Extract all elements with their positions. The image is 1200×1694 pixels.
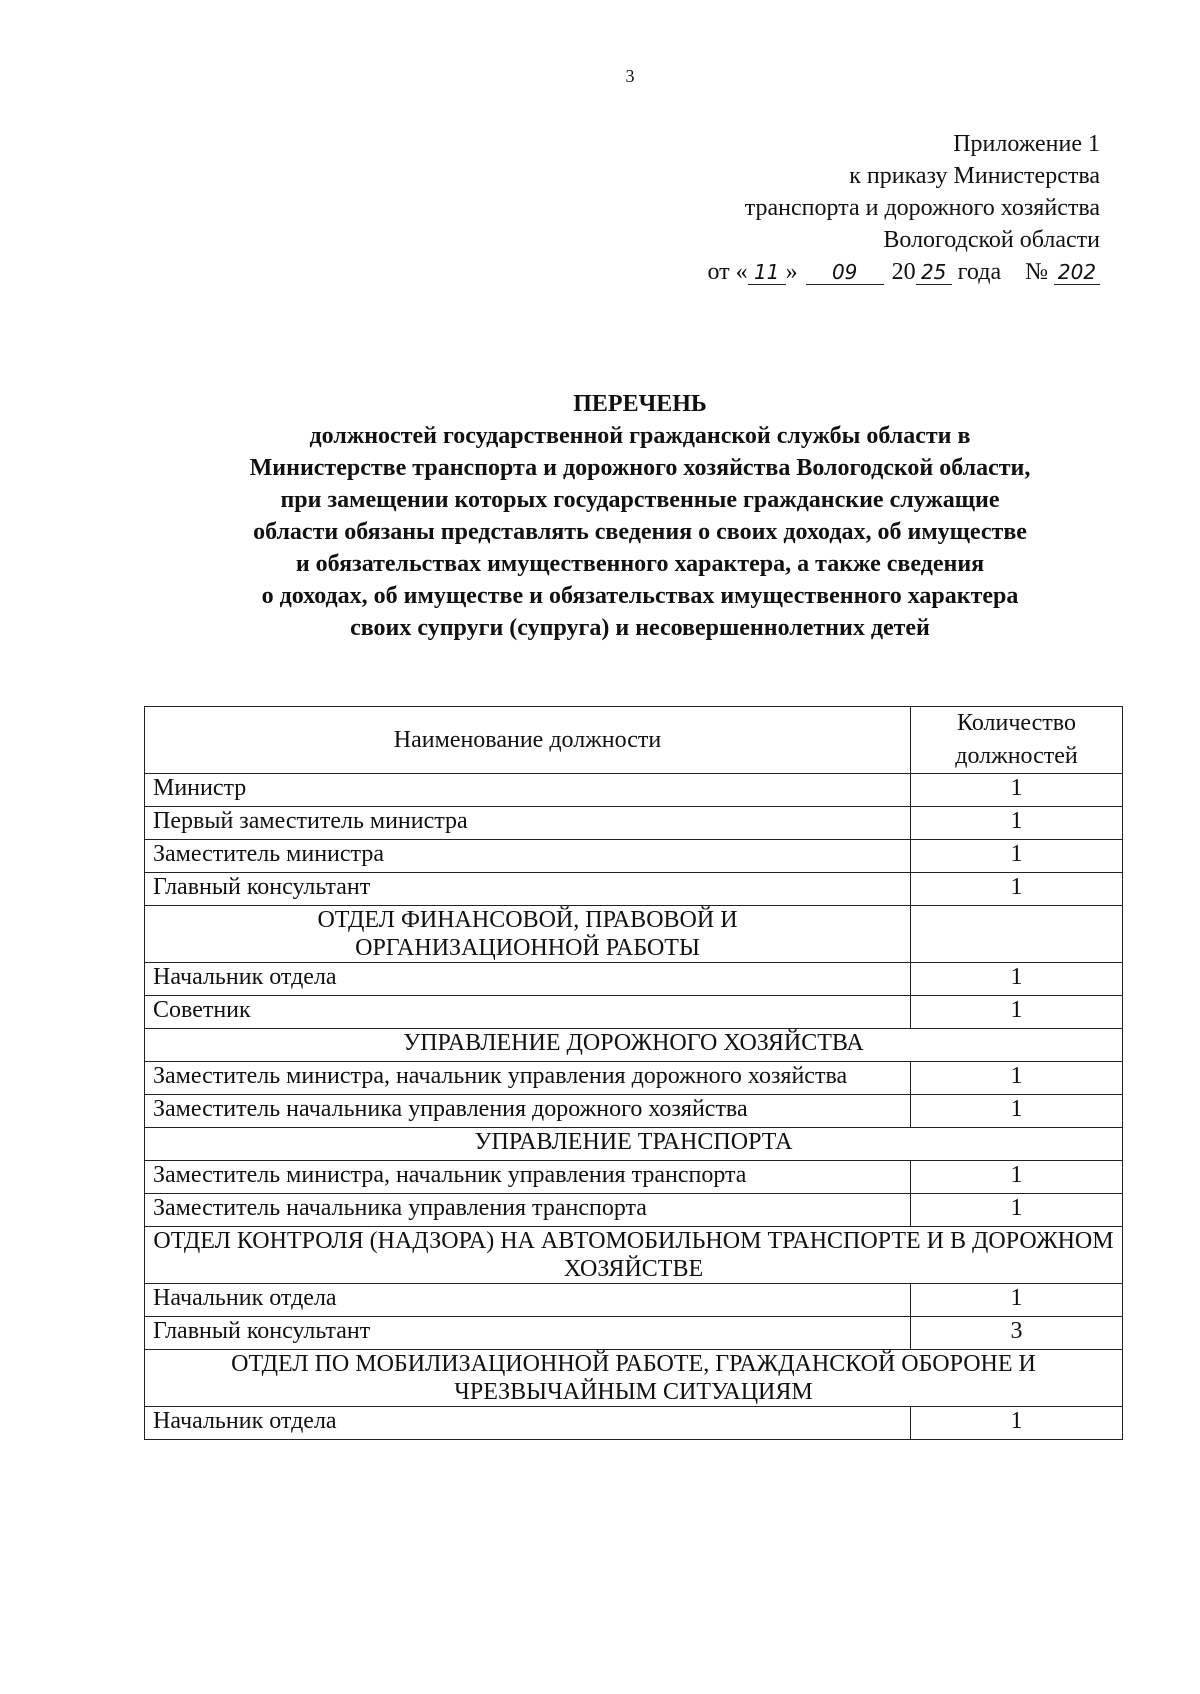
annex-title: Приложение 1 bbox=[953, 131, 1100, 157]
section-title: ОТДЕЛ ПО МОБИЛИЗАЦИОННОЙ РАБОТЕ, ГРАЖДАНСКОЙ ОБОРОНЕ И ЧРЕЗВЫЧАЙНЫМ СИТУАЦИЯМ bbox=[145, 1350, 1123, 1407]
section-count-empty bbox=[911, 906, 1123, 963]
handwritten-day: 11 bbox=[748, 260, 786, 285]
table-row bbox=[145, 996, 1123, 1029]
table-row bbox=[145, 840, 1123, 873]
position-count: 1 bbox=[911, 807, 1123, 840]
section-row bbox=[145, 1029, 1123, 1062]
position-name: Первый заместитель министра bbox=[145, 807, 911, 840]
annex-line-2: к приказу Министерства bbox=[849, 163, 1100, 189]
position-count: 1 bbox=[911, 996, 1123, 1029]
position-count: 1 bbox=[911, 1161, 1123, 1194]
title-heading: ПЕРЕЧЕНЬ bbox=[573, 391, 707, 417]
position-count: 1 bbox=[911, 774, 1123, 807]
table-row bbox=[145, 873, 1123, 906]
year-prefix: 20 bbox=[891, 259, 916, 285]
position-count: 1 bbox=[911, 873, 1123, 906]
document-title bbox=[110, 388, 1170, 644]
table-row bbox=[145, 1407, 1123, 1440]
page-number: 3 bbox=[625, 66, 635, 86]
position-name: Начальник отдела bbox=[145, 1284, 911, 1317]
title-line: и обязательствах имущественного характера, а также сведения bbox=[295, 551, 985, 577]
date-separator: » bbox=[785, 259, 798, 285]
handwritten-year: 25 bbox=[916, 260, 952, 285]
table-header-row bbox=[145, 707, 1123, 774]
handwritten-month: 09 bbox=[806, 260, 884, 285]
date-prefix: от « bbox=[707, 259, 748, 285]
position-count: 1 bbox=[911, 1284, 1123, 1317]
position-name: Заместитель министра bbox=[145, 840, 911, 873]
table-row bbox=[145, 1161, 1123, 1194]
position-name: Заместитель министра, начальник управления дорожного хозяйства bbox=[145, 1062, 911, 1095]
position-count: 1 bbox=[911, 1062, 1123, 1095]
section-row bbox=[145, 1227, 1123, 1284]
annex-line-4: Вологодской области bbox=[883, 227, 1100, 253]
position-count: 1 bbox=[911, 963, 1123, 996]
section-title: ОТДЕЛ КОНТРОЛЯ (НАДЗОРА) НА АВТОМОБИЛЬНОМ ТРАНСПОРТЕ И В ДОРОЖНОМ ХОЗЯЙСТВЕ bbox=[145, 1227, 1123, 1284]
position-name: Главный консультант bbox=[145, 873, 911, 906]
title-line: о доходах, об имуществе и обязательствах имущественного характера bbox=[261, 583, 1019, 609]
year-word: года bbox=[957, 259, 1002, 285]
position-name: Советник bbox=[145, 996, 911, 1029]
header-position-name: Наименование должности bbox=[145, 707, 911, 774]
position-name: Начальник отдела bbox=[145, 963, 911, 996]
position-count: 3 bbox=[911, 1317, 1123, 1350]
table-row bbox=[145, 963, 1123, 996]
handwritten-order-number: 202 bbox=[1054, 260, 1100, 285]
title-line: должностей государственной гражданской службы области в bbox=[309, 423, 971, 449]
table-row bbox=[145, 1095, 1123, 1128]
section-title: УПРАВЛЕНИЕ ТРАНСПОРТА bbox=[145, 1128, 1123, 1161]
annex-block bbox=[708, 128, 1101, 288]
table-row bbox=[145, 1194, 1123, 1227]
position-count: 1 bbox=[911, 1194, 1123, 1227]
table-row bbox=[145, 807, 1123, 840]
position-count: 1 bbox=[911, 840, 1123, 873]
order-date-line bbox=[708, 256, 1101, 288]
number-sign: № bbox=[1025, 259, 1048, 285]
title-line: Министерстве транспорта и дорожного хозяйства Вологодской области, bbox=[249, 455, 1031, 481]
section-row bbox=[145, 1128, 1123, 1161]
title-line: области обязаны представлять сведения о своих доходах, об имуществе bbox=[253, 519, 1027, 545]
section-row bbox=[145, 906, 1123, 963]
position-name: Министр bbox=[145, 774, 911, 807]
table-row bbox=[145, 774, 1123, 807]
header-position-count: Количество должностей bbox=[911, 707, 1123, 774]
position-count: 1 bbox=[911, 1407, 1123, 1440]
position-name: Главный консультант bbox=[145, 1317, 911, 1350]
positions-table bbox=[144, 706, 1123, 1440]
position-name: Начальник отдела bbox=[145, 1407, 911, 1440]
position-name: Заместитель начальника управления транспорта bbox=[145, 1194, 911, 1227]
table-row bbox=[145, 1317, 1123, 1350]
position-count: 1 bbox=[911, 1095, 1123, 1128]
position-name: Заместитель министра, начальник управления транспорта bbox=[145, 1161, 911, 1194]
section-title: УПРАВЛЕНИЕ ДОРОЖНОГО ХОЗЯЙСТВА bbox=[145, 1029, 1123, 1062]
section-row bbox=[145, 1350, 1123, 1407]
title-line: своих супруги (супруга) и несовершеннолетних детей bbox=[350, 615, 930, 641]
section-title: ОТДЕЛ ФИНАНСОВОЙ, ПРАВОВОЙ И ОРГАНИЗАЦИОННОЙ РАБОТЫ bbox=[145, 906, 911, 963]
annex-line-3: транспорта и дорожного хозяйства bbox=[744, 195, 1100, 221]
table-row bbox=[145, 1062, 1123, 1095]
position-name: Заместитель начальника управления дорожного хозяйства bbox=[145, 1095, 911, 1128]
table-row bbox=[145, 1284, 1123, 1317]
title-line: при замещении которых государственные гражданские служащие bbox=[280, 487, 1000, 513]
